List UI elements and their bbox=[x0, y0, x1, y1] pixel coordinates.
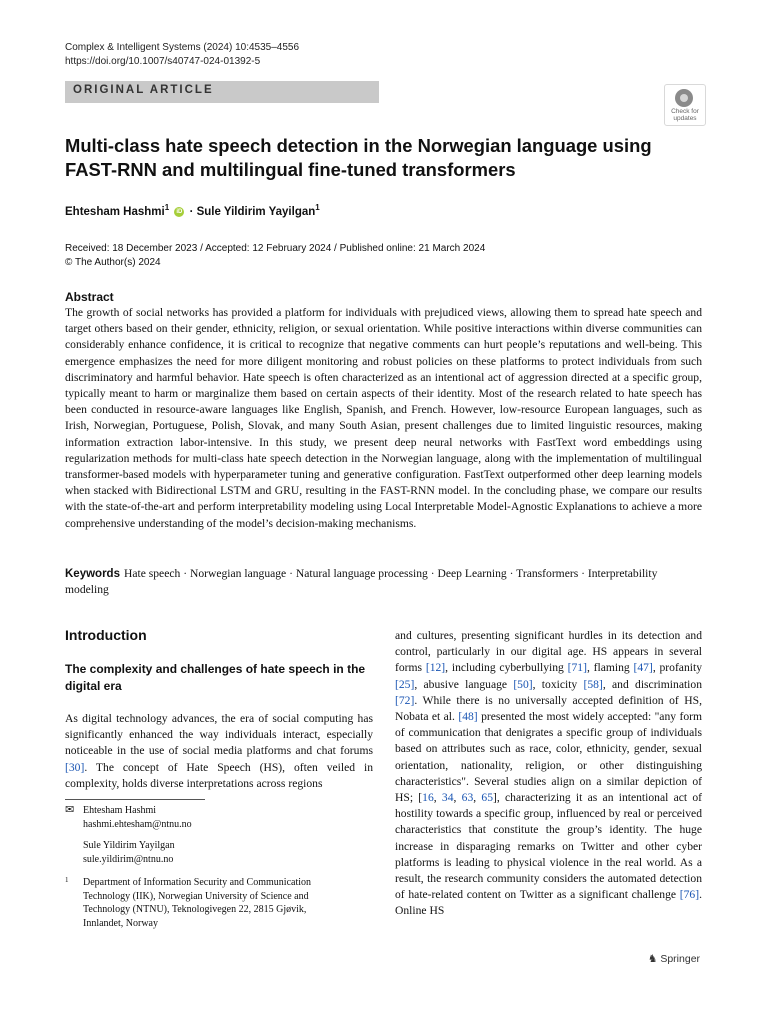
citation-link[interactable]: [25] bbox=[395, 677, 415, 691]
publisher-logo bbox=[648, 953, 700, 965]
keywords-label: Keywords bbox=[65, 568, 120, 580]
check-updates-line2: updates bbox=[673, 115, 697, 122]
author-separator: · bbox=[189, 205, 197, 218]
publisher-name: Springer bbox=[660, 953, 701, 965]
body-text: . Online HS bbox=[395, 888, 702, 918]
article-type-bar bbox=[65, 81, 379, 103]
citation-separator: , bbox=[453, 791, 462, 805]
introduction-heading: Introduction bbox=[65, 627, 147, 643]
article-type: ORIGINAL ARTICLE bbox=[73, 84, 214, 96]
citation-link[interactable]: [12] bbox=[425, 661, 446, 675]
paper-title: Multi-class hate speech detection in the Norwegian language using FAST-RNN and multilingual fine-tuned transformers bbox=[65, 135, 652, 180]
body-text: , flaming bbox=[586, 661, 634, 675]
author-name[interactable]: Sule Yildirim Yayilgan bbox=[196, 205, 316, 218]
body-text: ], characterizing it as an intentional act of hostility towards a specific group, influenced by real or perceived characteristics that constitute the group’s identity. The huge increase in disparaging remarks on Twitter and other cyber platforms is leading to physical violence in the real world. As a result, the research community considers the automated detection of hate-related content on Twitter as a significant challenge bbox=[395, 791, 703, 902]
corresponding-authors bbox=[65, 804, 192, 866]
received-accepted-published: Received: 18 December 2023 / Accepted: 12 February 2024 / Published online: 21 March 2024 bbox=[65, 243, 486, 254]
body-text: , including cyberbullying bbox=[445, 661, 568, 675]
keywords-section bbox=[65, 566, 702, 598]
body-text: , abusive language bbox=[414, 677, 514, 691]
journal-header bbox=[65, 41, 299, 69]
author-name[interactable]: Ehtesham Hashmi bbox=[65, 205, 165, 218]
citation-link[interactable]: [50] bbox=[513, 677, 533, 691]
citation-link[interactable]: 16 bbox=[422, 791, 434, 805]
body-text: . The concept of Hate Speech (HS), often veiled in complexity, holds diverse interpretations across regions bbox=[65, 760, 373, 790]
citation-link[interactable]: 65 bbox=[481, 791, 494, 805]
check-updates-icon bbox=[675, 89, 693, 107]
author-list bbox=[65, 203, 320, 218]
citation-link[interactable]: [48] bbox=[458, 710, 478, 724]
citation-separator: , bbox=[473, 791, 482, 805]
citation-link[interactable]: [76] bbox=[679, 888, 700, 902]
body-text: , toxicity bbox=[532, 677, 584, 691]
envelope-icon: ✉ bbox=[65, 804, 75, 816]
footnote-author-email[interactable]: hashmi.ehtesham@ntnu.no bbox=[83, 818, 192, 830]
citation-link[interactable]: [58] bbox=[583, 677, 603, 691]
citation-link[interactable]: [71] bbox=[567, 661, 587, 675]
doi-link[interactable]: https://doi.org/10.1007/s40747-024-01392-5 bbox=[65, 56, 261, 67]
body-text: As digital technology advances, the era of social computing has significantly enhanced the way individuals interact, especially noticeable in the use of social media platforms and chat forums bbox=[65, 712, 373, 758]
orcid-icon[interactable]: iD bbox=[176, 208, 183, 215]
journal-citation: Complex & Intelligent Systems (2024) 10:4535–4556 bbox=[65, 42, 300, 53]
body-text: , profanity bbox=[652, 661, 702, 675]
body-text: presented the most widely accepted: "any form of communication that denigrates a specific group of individuals based on attributes such as race, color, ethnicity, gender, sexual orientation, nationality, religion, or other distinguishing characteristics". Several studies align on a similar depiction of HS; [ bbox=[395, 710, 702, 805]
check-for-updates-button[interactable] bbox=[664, 84, 706, 126]
affiliation-footnote bbox=[65, 876, 345, 930]
footnote-author-name: Sule Yildirim Yayilgan bbox=[83, 840, 175, 851]
citation-separator: , bbox=[433, 791, 442, 805]
author-affiliation-sup: 1 bbox=[315, 203, 320, 212]
intro-column-right bbox=[395, 628, 702, 920]
body-text: and cultures, presenting significant hurdles in its detection and control, particularly in our digital age. HS appears in several forms bbox=[395, 629, 702, 675]
abstract-text: The growth of social networks has provided a platform for individuals with prejudiced views, allowing them to spread hate speech and target others based on their gender, ethnicity, religion, or sexual orientation. While positive interactions within diverse communities can considerably enhance confidence, it is critical to recognize that negative comments can hurt people’s reputations and well-being. This emergence emphasizes the need for more diligent monitoring and robust policies on these platforms to protect individuals from such discriminatory and harmful behavior. Hate speech is often characterized as an intentional act of aggression directed at a specific group, typically meant to harm or marginalize them based on certain aspects of their identity. Most of the research related to hate speech has been conducted in resource-aware languages like English, Spanish, and French. However, low-resource European languages, such as Irish, Norwegian, Portuguese, Polish, Slovak, and many South Asian, present challenges due to limited linguistic resources, making information extraction labor-intensive. In this study, we present deep neural networks with FastText word embeddings using regularization methods for multi-class hate speech detection in the Norwegian language, along with the implementation of multilingual transformer-based models with hyperparameter tuning and generative configuration. FastText outperformed other deep learning models when stacked with Bidirectional LSTM and GRU, resulting in the FAST-RNN model. In the concluding phase, we compare our results with the state-of-the-art and perform interpretability modeling using Local Interpretable Model-Agnostic Explanations to achieve a more comprehensive understanding of the model’s decision-making mechanisms. bbox=[65, 306, 702, 530]
body-text: , and discrimination bbox=[602, 677, 702, 691]
footnote-divider bbox=[65, 799, 205, 800]
subsection-heading: The complexity and challenges of hate speech in the digital era bbox=[65, 662, 366, 693]
citation-link[interactable]: 34 bbox=[441, 791, 454, 805]
check-updates-line1: Check for bbox=[671, 108, 699, 115]
citation-link[interactable]: [30] bbox=[65, 760, 85, 774]
citation-link[interactable]: [72] bbox=[395, 693, 415, 707]
author-affiliation-sup: 1 bbox=[164, 203, 170, 212]
springer-horse-icon: ♞ bbox=[648, 953, 658, 965]
publication-dates bbox=[65, 242, 485, 270]
intro-column-left bbox=[65, 711, 373, 792]
citation-link[interactable]: [47] bbox=[633, 661, 653, 675]
footnote-author-email[interactable]: sule.yildirim@ntnu.no bbox=[83, 853, 174, 865]
affiliation-number: 1 bbox=[65, 876, 69, 884]
keywords-text: Hate speech · Norwegian language · Natural language processing · Deep Learning · Transformers · Interpretability modeling bbox=[65, 567, 658, 597]
abstract-heading: Abstract bbox=[65, 290, 114, 304]
footnote-author-name: Ehtesham Hashmi bbox=[83, 805, 157, 816]
citation-link[interactable]: 63 bbox=[461, 791, 474, 805]
affiliation-text: Department of Information Security and Communication Technology (IIK), Norwegian University of Science and Technology (NTNU), Teknologivegen 22, 2815 Gjøvik, Innlandet, Norway bbox=[83, 877, 311, 929]
body-text: . While there is no universally accepted definition of HS, Nobata et al. bbox=[395, 693, 702, 724]
copyright-line: © The Author(s) 2024 bbox=[65, 257, 161, 268]
